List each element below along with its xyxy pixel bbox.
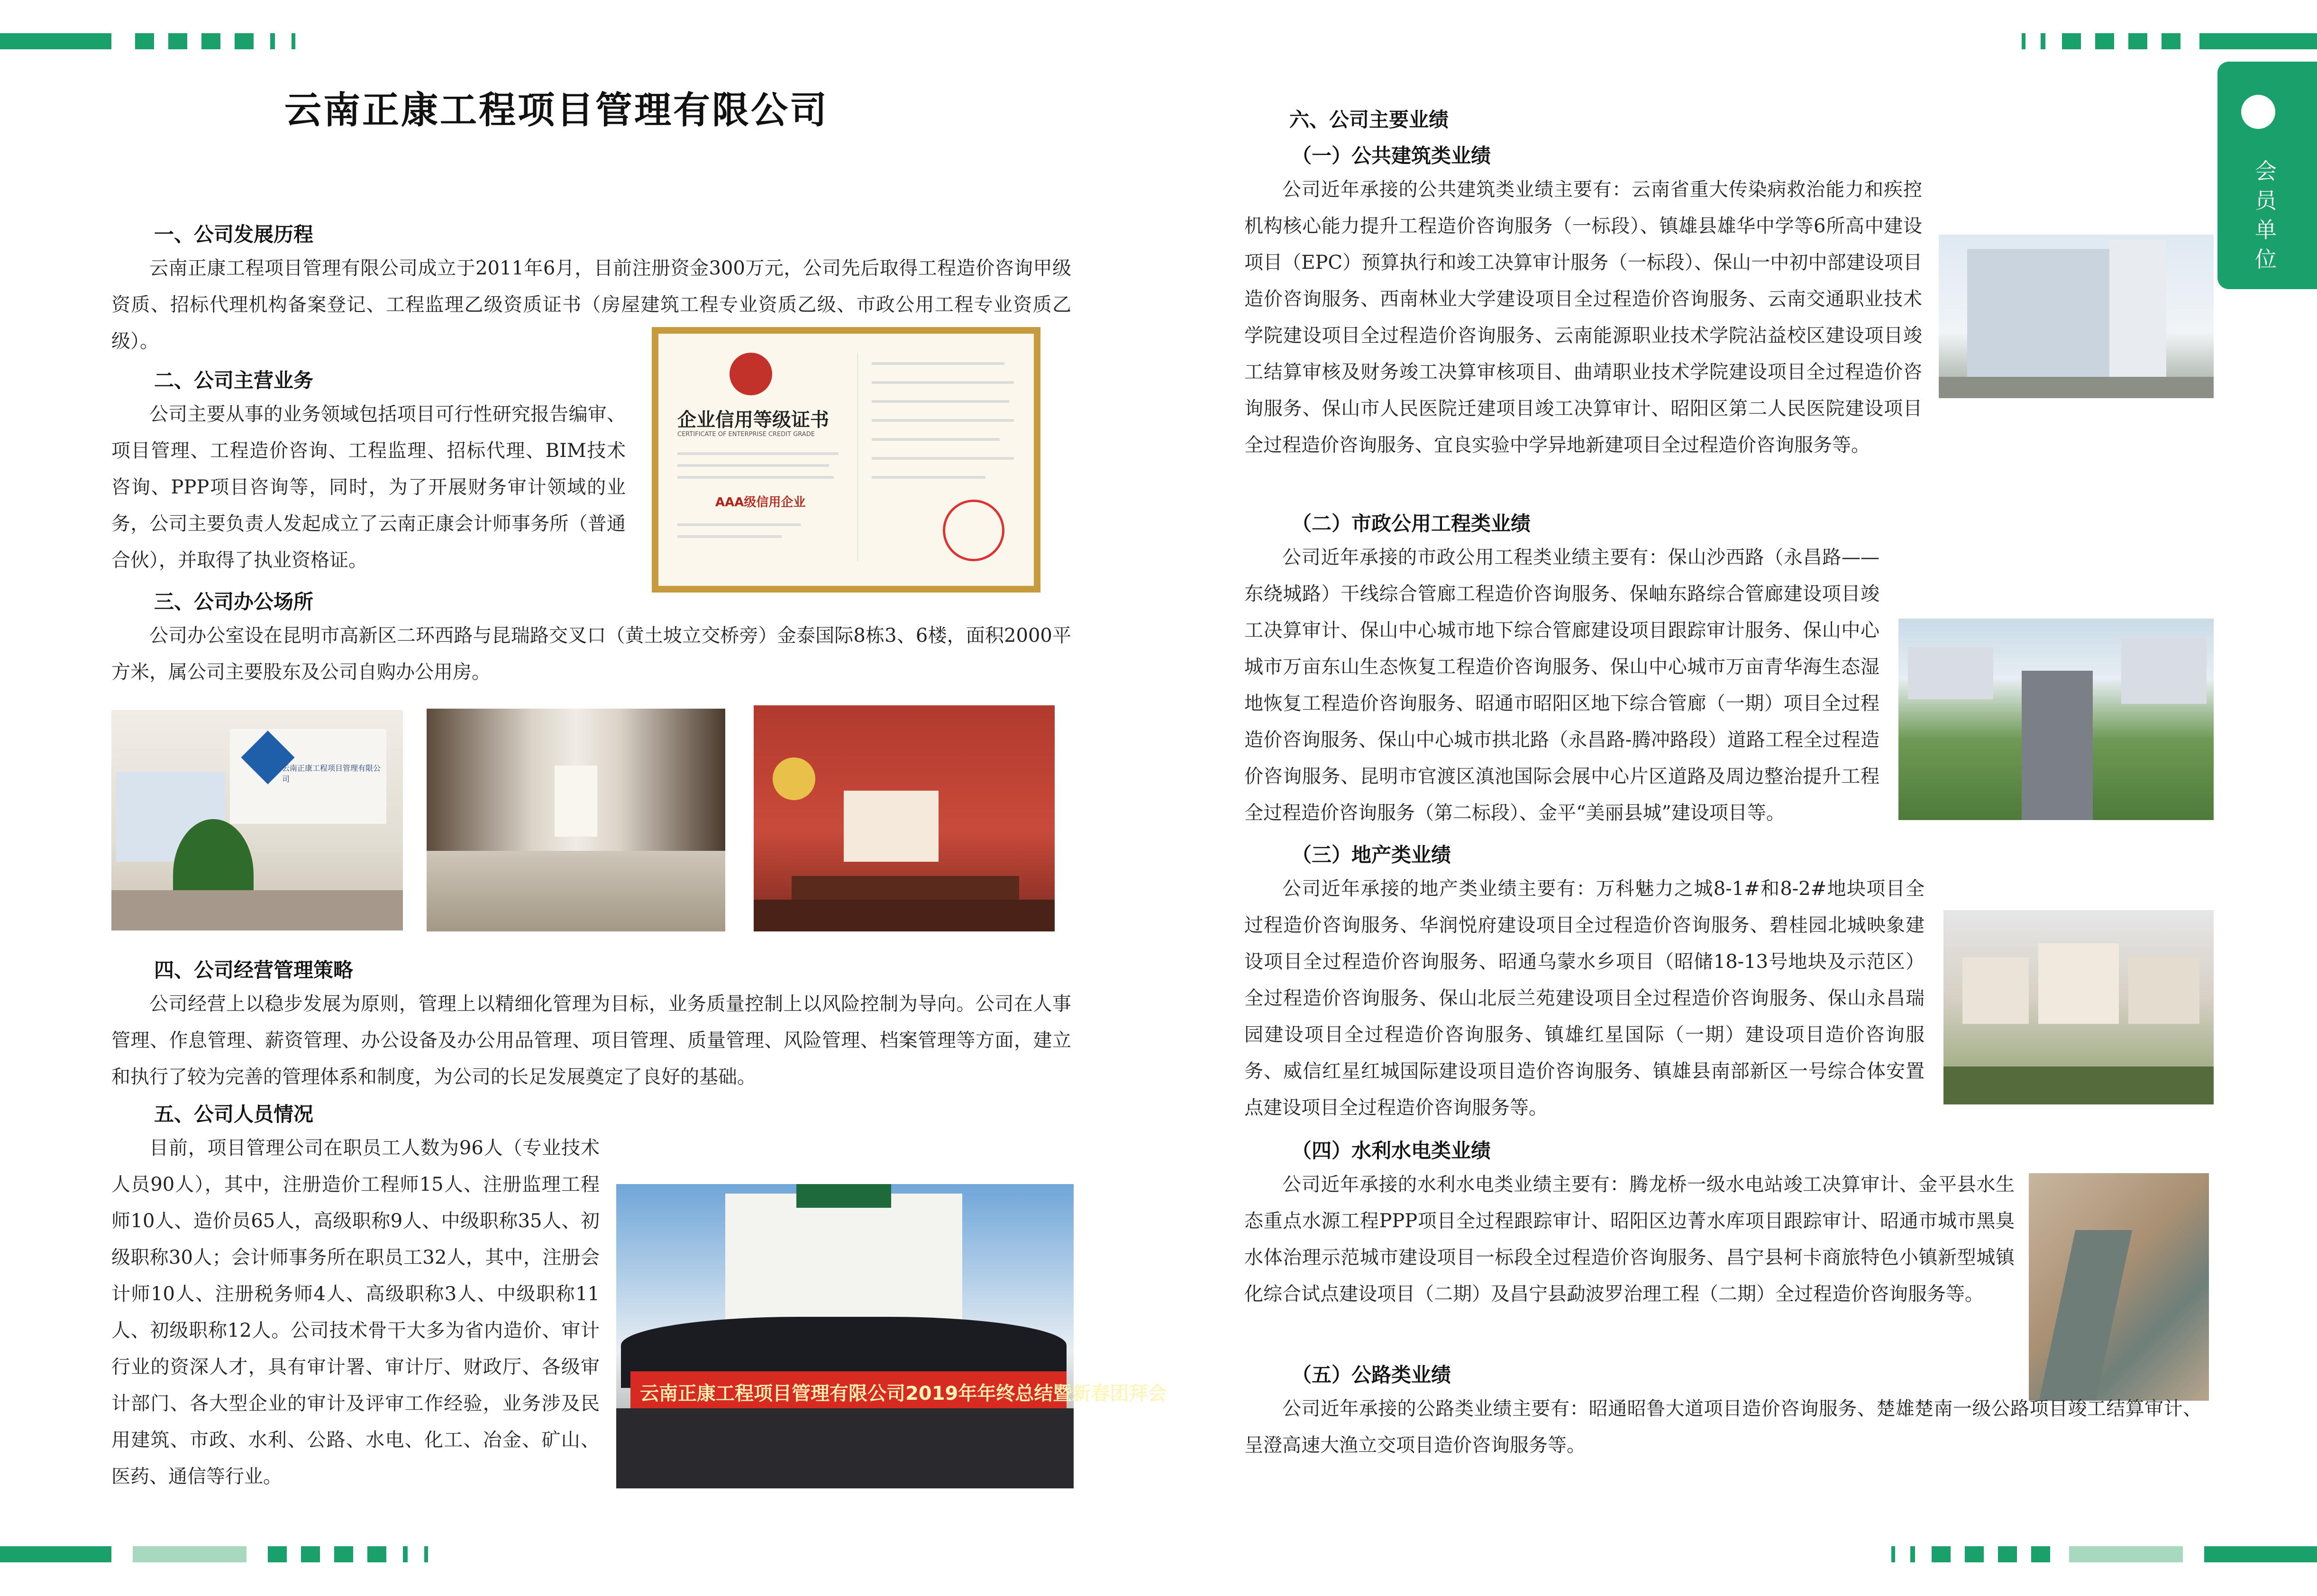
section-heading: 三、公司办公场所 <box>154 590 314 613</box>
section-text: 目前，项目管理公司在职员工人数为96人（专业技术人员90人），其中，注册造价工程师15人、注册监理工程师10人、造价员65人，高级职称9人、中级职称35人、初级职称30人；会计师事务所在职员工32人，其中，注册会计师10人、注册税务师4人、高级职称3人、中级职称11人、初级职称12人。公司技术骨干大多为省内造价、审计行业的资深人才，具有审计署、审计厅、财政厅、各级审计部门、各大型企业的审计及评审工作经验，业务涉及民用建筑、市政、水利、公路、水电、化工、冶金、矿山、医药、通信等行业。 <box>111 1137 600 1487</box>
deco-bar <box>2128 33 2147 49</box>
circle-icon <box>2241 95 2275 129</box>
office-corridor-photo <box>427 709 725 931</box>
seal-icon <box>730 353 772 395</box>
office-reception-photo <box>111 710 403 930</box>
deco-bar <box>1932 1546 1951 1562</box>
subsection-text: 公司近年承接的公路类业绩主要有：昭通昭鲁大道项目造价咨询服务、楚雄楚南一级公路项目竣工结算审计、呈澄高速大渔立交项目造价咨询服务等。 <box>1244 1398 2202 1456</box>
deco-bar <box>2162 33 2180 49</box>
deco-bar <box>201 33 220 49</box>
certificate-title: 企业信用等级证书 <box>677 409 829 431</box>
section-heading: 二、公司主营业务 <box>154 369 314 392</box>
deco-bar <box>334 1546 353 1562</box>
banner-text: 云南正康工程项目管理有限公司2019年年终总结暨新春团拜会 <box>640 1383 1167 1404</box>
deco-bar <box>2031 1546 2050 1562</box>
member-tab-label: 会员单位 <box>2255 158 2277 272</box>
section-text: 云南正康工程项目管理有限公司成立于2011年6月，目前注册资金300万元，公司先后取得工程造价咨询甲级资质、招标代理机构备案登记、工程监理乙级资质证书（房屋建筑工程专业资质乙级、市政公用工程专业资质乙级）。 <box>111 257 1071 352</box>
deco-bar <box>168 33 187 49</box>
deco-bar <box>0 1546 111 1562</box>
credit-certificate <box>652 327 1040 593</box>
deco-bar <box>1910 1546 1915 1562</box>
section-text: 公司经营上以稳步发展为原则，管理上以精细化管理为目标，业务质量控制上以风险控制为导向。公司在人事管理、作息管理、薪资管理、办公设备及办公用品管理、项目管理、质量管理、风险管理、档案管理等方面，建立和执行了较为完善的管理体系和制度，为公司的长足发展奠定了良好的基础。 <box>111 993 1071 1088</box>
section-heading: 一、公司发展历程 <box>154 223 314 246</box>
subsection-heading: （五）公路类业绩 <box>1292 1363 1451 1386</box>
deco-bar <box>270 33 275 49</box>
section-heading: 六、公司主要业绩 <box>1289 108 1449 131</box>
stamp-icon <box>943 500 1004 561</box>
real-estate-model-photo <box>1943 910 2214 1104</box>
hospital-building-photo <box>1939 235 2214 398</box>
section-heading: 四、公司经营管理策略 <box>154 958 354 982</box>
deco-bar <box>235 33 254 49</box>
deco-bar <box>2204 1546 2317 1562</box>
deco-bar <box>292 33 295 49</box>
deco-bar <box>424 1546 428 1562</box>
subsection-text: 公司近年承接的市政公用工程类业绩主要有：保山沙西路（永昌路——东绕城路）干线综合管廊工程造价咨询服务、保岫东路综合管廊建设项目竣工决算审计、保山中心城市地下综合管廊建设项目跟踪审计服务、保山中心城市万亩东山生态恢复工程造价咨询服务、保山中心城市万亩青华海生态湿地恢复工程造价咨询服务、昭通市昭阳区地下综合管廊（一期）项目全过程造价咨询服务、保山中心城市拱北路（永昌路-腾冲路段）道路工程全过程造价咨询服务、昆明市官渡区滇池国际会展中心片区道路及周边整治提升工程全过程造价咨询服务（第二标段）、金平“美丽县城”建设项目等。 <box>1244 547 1879 824</box>
certificate-grade: AAA级信用企业 <box>715 495 806 510</box>
deco-bar <box>301 1546 320 1562</box>
deco-bar <box>2041 33 2045 49</box>
page-title: 云南正康工程项目管理有限公司 <box>284 89 829 132</box>
deco-bar <box>1965 1546 1984 1562</box>
deco-bar <box>1998 1546 2017 1562</box>
section-heading: 五、公司人员情况 <box>154 1103 314 1126</box>
deco-bar <box>1891 1546 1895 1562</box>
deco-bar <box>2062 33 2081 49</box>
subsection-heading: （三）地产类业绩 <box>1292 843 1451 866</box>
deco-bar <box>133 1546 246 1562</box>
subsection-heading: （四）水利水电类业绩 <box>1292 1139 1491 1162</box>
group-photo <box>616 1184 1167 1488</box>
deco-bar <box>367 1546 386 1562</box>
deco-bar <box>268 1546 287 1562</box>
section-text: 公司办公室设在昆明市高新区二环西路与昆瑞路交叉口（黄土坡立交桥旁）金泰国际8栋3、6楼，面积2000平方米，属公司主要股东及公司自购办公用房。 <box>111 625 1071 683</box>
deco-bar <box>403 1546 408 1562</box>
deco-bar <box>2069 1546 2183 1562</box>
deco-bar <box>0 33 111 49</box>
subsection-heading: （一）公共建筑类业绩 <box>1292 144 1491 167</box>
section-text: 公司主要从事的业务领域包括项目可行性研究报告编审、项目管理、工程造价咨询、工程监理、招标代理、BIM技术咨询、PPP项目咨询等，同时，为了开展财务审计领域的业务，公司主要负责人发起成立了云南正康会计师事务所（普通合伙），并取得了执业资格证。 <box>111 403 626 571</box>
water-project-photo <box>2029 1173 2209 1401</box>
office-sign: 云南正康工程项目管理有限公司 <box>282 764 381 784</box>
deco-bar <box>135 33 154 49</box>
meeting-room-photo <box>754 705 1055 931</box>
deco-bar <box>2095 33 2114 49</box>
subsection-heading: （二）市政公用工程类业绩 <box>1292 512 1531 535</box>
deco-bar <box>2199 33 2317 49</box>
road-rendering-photo <box>1898 619 2214 820</box>
certificate-subtitle: CERTIFICATE OF ENTERPRISE CREDIT GRADE <box>677 431 815 438</box>
subsection-text: 公司近年承接的公共建筑类业绩主要有：云南省重大传染病救治能力和疾控机构核心能力提升工程造价咨询服务（一标段）、镇雄县雄华中学等6所高中建设项目（EPC）预算执行和竣工决算审计服务（一标段）、保山一中初中部建设项目造价咨询服务、西南林业大学建设项目全过程造价咨询服务、云南交通职业技术学院建设项目全过程造价咨询服务、云南能源职业技术学院沾益校区建设项目竣工结算审核及财务竣工决算审核项目、曲靖职业技术学院建设项目全过程造价咨询服务、保山市人民医院迁建项目竣工决算审计、昭阳区第二人民医院建设项目全过程造价咨询服务、宜良实验中学异地新建项目全过程造价咨询服务等。 <box>1244 179 1922 456</box>
subsection-text: 公司近年承接的地产类业绩主要有：万科魅力之城8-1#和8-2#地块项目全过程造价咨询服务、华润悦府建设项目全过程造价咨询服务、碧桂园北城映象建设项目全过程造价咨询服务、昭通乌蒙水乡项目（昭储18-13号地块及示范区）全过程造价咨询服务、保山北辰兰苑建设项目全过程造价咨询服务、保山永昌瑞园建设项目全过程造价咨询服务、镇雄红星国际（一期）建设项目造价咨询服务、威信红星红城国际建设项目造价咨询服务、镇雄县南部新区一号综合体安置点建设项目全过程造价咨询服务等。 <box>1244 878 1925 1119</box>
subsection-text: 公司近年承接的水利水电类业绩主要有：腾龙桥一级水电站竣工决算审计、金平县水生态重点水源工程PPP项目全过程跟踪审计、昭阳区边菁水库项目跟踪审计、昭通市城市黑臭水体治理示范城市建设项目一标段全过程造价咨询服务、昌宁县柯卡商旅特色小镇新型城镇化综合试点建设项目（二期）及昌宁县勐波罗治理工程（二期）全过程造价咨询服务等。 <box>1244 1174 2015 1305</box>
deco-bar <box>2022 33 2025 49</box>
